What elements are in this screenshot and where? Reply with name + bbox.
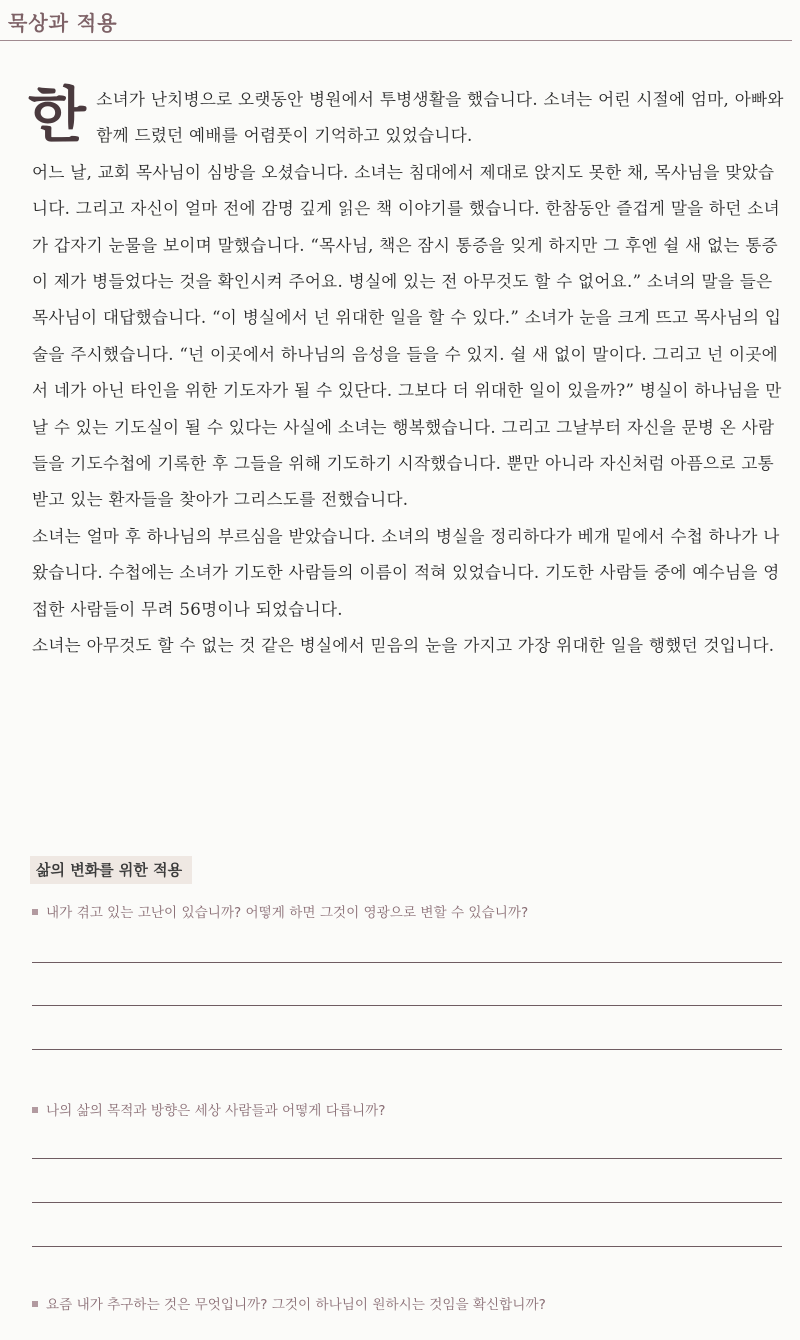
- story-paragraph-2: 어느 날, 교회 목사님이 심방을 오셨습니다. 소녀는 침대에서 제대로 앉지도 못한 채, 목사님을 맞았습니다. 그리고 자신이 얼마 전에 감명 깊게 읽은 책 이야기를 했습니다. 한참동안 즐겁게 말을 하던 소녀가 갑자기 눈물을 보이며 말했습니다. “목사님, 책은 잠시 통증을 잊게 하지만 그 후엔 쉴 새 없는 통증이 제가 병들었다는 것을 확인시켜 주어요. 병실에 있는 전 아무것도 할 수 없어요.” 소녀의 말을 들은 목사님이 대답했습니다. “이 병실에서 넌 위대한 일을 할 수 있다.” 소녀가 눈을 크게 뜨고 목사님의 입술을 주시했습니다. “넌 이곳에서 하나님의 음성을 들을 수 있지. 쉴 새 없이 말이다. 그리고 넌 이곳에서 네가 아닌 타인을 위한 기도자가 될 수 있단다. 그보다 더 위대한 일이 있을까?” 병실이 하나님을 만날 수 있는 기도실이 될 수 있다는 사실에 소녀는 행복했습니다. 그리고 그날부터 자신을 문병 온 사람들을 기도수첩에 기록한 후 그들을 위해 기도하기 시작했습니다. 뿐만 아니라 자신처럼 아픔으로 고통 받고 있는 환자들을 찾아가 그리스도를 전했습니다.: [32, 162, 782, 510]
- story-paragraph-1: [28, 81, 784, 155]
- question-3-text: 요즘 내가 추구하는 것은 무엇입니까? 그것이 하나님이 원하시는 것임을 확신합니까?: [46, 1297, 546, 1313]
- question-3: [32, 1294, 546, 1316]
- square-bullet-icon: [32, 909, 38, 915]
- answer-line[interactable]: [32, 1158, 782, 1159]
- question-1-text: 내가 겪고 있는 고난이 있습니까? 어떻게 하면 그것이 영광으로 변할 수 있습니까?: [46, 905, 529, 921]
- story-paragraph-3: 소녀는 얼마 후 하나님의 부르심을 받았습니다. 소녀의 병실을 정리하다가 베개 밑에서 수첩 하나가 나왔습니다. 수첩에는 소녀가 기도한 사람들의 이름이 적혀 있었습니다. 기도한 사람들 중에 예수님을 영접한 사람들이 무려 56명이나 되었습니다.: [32, 526, 780, 619]
- page-header: [0, 0, 792, 41]
- story-paragraph-1-text: 소녀가 난치병으로 오랫동안 병원에서 투병생활을 했습니다. 소녀는 어린 시절에 엄마, 아빠와 함께 드렸던 예배를 어렴풋이 기억하고 있었습니다.: [96, 90, 784, 146]
- application-section-label: 삶의 변화를 위한 적용: [30, 856, 192, 884]
- question-1: [32, 902, 528, 924]
- square-bullet-icon: [32, 1301, 38, 1307]
- page-title: 묵상과 적용: [8, 11, 118, 35]
- drop-cap: 한: [28, 81, 87, 151]
- story-paragraph-4: 소녀는 아무것도 할 수 없는 것 같은 병실에서 믿음의 눈을 가지고 가장 위대한 일을 행했던 것입니다.: [32, 636, 775, 656]
- answer-line[interactable]: [32, 1246, 782, 1247]
- story-body: [28, 81, 784, 665]
- question-2-text: 나의 삶의 목적과 방향은 세상 사람들과 어떻게 다릅니까?: [46, 1103, 386, 1119]
- answer-line[interactable]: [32, 1049, 782, 1050]
- answer-line[interactable]: [32, 1202, 782, 1203]
- square-bullet-icon: [32, 1107, 38, 1113]
- answer-line[interactable]: [32, 1005, 782, 1006]
- answer-line[interactable]: [32, 962, 782, 963]
- question-2: [32, 1100, 386, 1122]
